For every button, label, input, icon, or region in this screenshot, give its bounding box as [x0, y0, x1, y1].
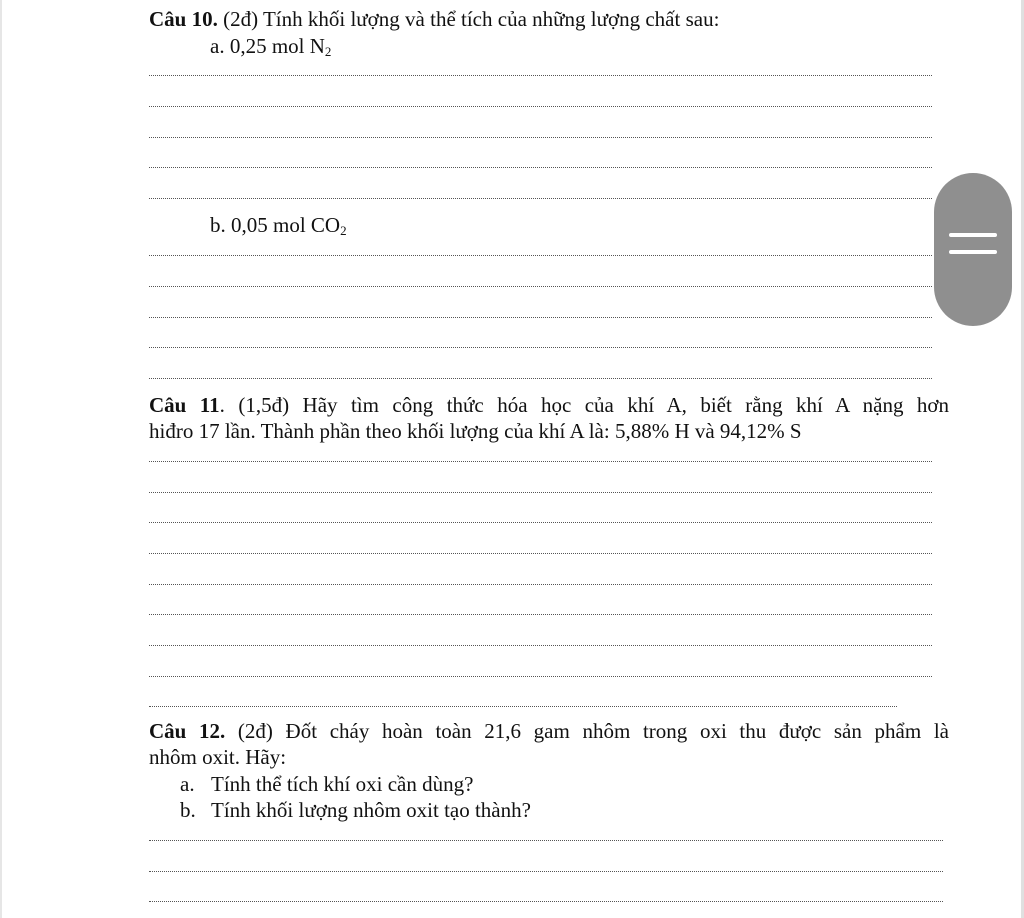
answer-line — [149, 871, 943, 872]
answer-line — [149, 198, 932, 199]
grip-line-icon — [949, 250, 997, 254]
question-12-item-b: Tính khối lượng nhôm oxit tạo thành? — [211, 798, 531, 822]
answer-line — [149, 137, 932, 138]
question-10-part-b — [210, 212, 347, 238]
answer-line — [149, 378, 932, 379]
answer-line — [149, 255, 932, 256]
answer-line — [149, 614, 932, 615]
answer-line — [149, 901, 943, 902]
question-11-line-2: hiđro 17 lần. Thành phần theo khối lượng của khí A là: 5,88% H và 94,12% S — [149, 419, 802, 443]
answer-line — [149, 676, 932, 677]
question-12-line-2: nhôm oxit. Hãy: — [149, 745, 287, 769]
scroll-drag-handle[interactable] — [934, 173, 1012, 326]
answer-line — [149, 317, 932, 318]
part-a-text: a. 0,25 mol N — [210, 34, 325, 58]
question-12-label: Câu 12. — [149, 719, 226, 743]
question-11-label: Câu 11 — [149, 393, 220, 417]
grip-line-icon — [949, 233, 997, 237]
answer-line — [149, 492, 932, 493]
answer-line — [149, 286, 932, 287]
question-11-line-1 — [149, 392, 949, 418]
answer-line — [149, 706, 897, 707]
answer-line — [149, 584, 932, 585]
question-10-label: Câu 10. — [149, 7, 218, 31]
question-10-heading — [149, 6, 719, 32]
answer-line — [149, 347, 932, 348]
page-edge-left — [0, 0, 2, 918]
answer-line — [149, 522, 932, 523]
question-12-item-a-marker: a. — [180, 772, 195, 796]
question-12-line-1 — [149, 718, 949, 744]
question-10-part-a — [210, 33, 331, 59]
part-b-text: b. 0,05 mol CO — [210, 213, 341, 237]
answer-line — [149, 106, 932, 107]
answer-line — [149, 75, 932, 76]
answer-line — [149, 645, 932, 646]
part-a-subscript: 2 — [324, 44, 332, 59]
answer-line — [149, 840, 943, 841]
question-12-text: (2đ) Đốt cháy hoàn toàn 21,6 gam nhôm trong oxi thu được sản phẩm là — [225, 719, 949, 743]
answer-line — [149, 461, 932, 462]
part-b-subscript: 2 — [340, 223, 347, 238]
question-12-item-b-marker: b. — [180, 798, 196, 822]
question-10-text: (2đ) Tính khối lượng và thể tích của những lượng chất sau: — [217, 7, 720, 31]
answer-line — [149, 553, 932, 554]
answer-line — [149, 167, 932, 168]
question-12-item-a: Tính thể tích khí oxi cần dùng? — [211, 772, 474, 796]
question-11-text: . (1,5đ) Hãy tìm công thức hóa học của khí A, biết rằng khí A nặng hơn — [219, 393, 949, 417]
